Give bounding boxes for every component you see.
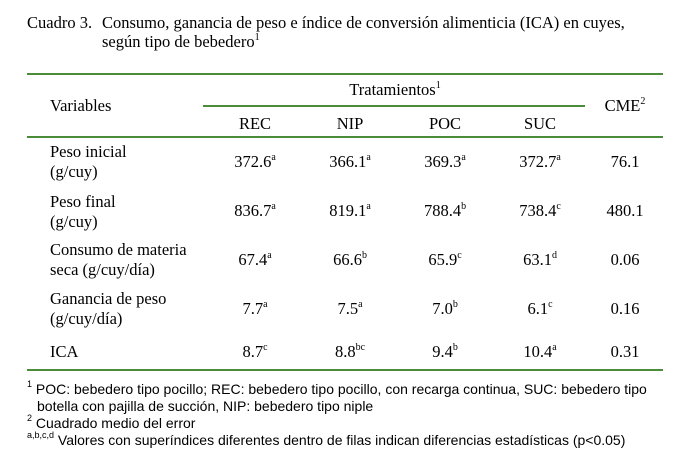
value: 65.9 — [428, 250, 458, 269]
value-sup: a — [366, 200, 371, 212]
table-bottom-rule — [27, 369, 663, 371]
value-sup: a — [267, 249, 272, 261]
footnote-3-marker: a,b,c,d — [27, 430, 55, 441]
row-1-poc — [405, 201, 485, 221]
header-treatment-rec: REC — [238, 114, 272, 133]
value: 738.4 — [519, 201, 557, 220]
row-3-poc — [405, 299, 485, 319]
treatments-rule — [203, 105, 585, 107]
value: 8.8 — [334, 342, 356, 361]
row-2-nip — [310, 250, 390, 270]
value: 67.4 — [238, 250, 268, 269]
footnote-1-line-2: botella con pajilla de succión, NIP: bebedero tipo niple — [37, 398, 374, 414]
row-4-rec — [215, 342, 295, 362]
footnote-1-marker: 1 — [27, 379, 33, 390]
row-0-poc — [405, 152, 485, 172]
header-cme-label: CME — [604, 96, 641, 115]
footnote-2-text: Cuadrado medio del error — [35, 415, 196, 431]
value-sup: a — [358, 298, 363, 310]
caption-footnote-ref: 1 — [254, 31, 260, 43]
row-3-label-line-2: (g/cuy/día) — [50, 309, 123, 328]
table-caption — [27, 13, 677, 51]
footnote-2-marker: 2 — [27, 413, 33, 424]
value-sup: a — [461, 151, 466, 163]
value-sup: bc — [355, 341, 366, 353]
row-1-label-line-2: (g/cuy) — [50, 212, 98, 231]
value-sup: a — [556, 151, 561, 163]
row-1-suc — [500, 201, 580, 221]
value: 10.4 — [523, 342, 553, 361]
row-4-label-line-1: ICA — [50, 342, 79, 361]
value: 7.0 — [432, 299, 453, 318]
row-0-label-line-1: Peso inicial — [50, 142, 127, 161]
row-4-nip — [310, 342, 390, 362]
footnote-3 — [27, 432, 625, 449]
footnote-1-line-1 — [27, 381, 647, 398]
row-2-label-line-1: Consumo de materia — [50, 240, 187, 259]
row-3-rec — [215, 299, 295, 319]
caption-line-2: según tipo de bebedero — [102, 32, 255, 51]
row-3-cme: 0.16 — [610, 299, 640, 318]
value: 63.1 — [523, 250, 552, 269]
row-4-poc — [405, 342, 485, 362]
header-cme-sup: 2 — [640, 95, 646, 107]
value-sup: b — [361, 249, 367, 261]
row-2-label-line-2: seca (g/cuy/día) — [50, 260, 155, 279]
row-0-label-line-2: (g/cuy) — [50, 162, 98, 181]
value-sup: b — [452, 298, 458, 310]
value: 836.7 — [234, 201, 272, 220]
row-1-cme: 480.1 — [606, 201, 644, 220]
row-4-suc — [500, 342, 580, 362]
value: 6.1 — [527, 299, 549, 318]
value-sup: d — [551, 249, 557, 261]
row-2-rec — [215, 250, 295, 270]
value-sup: c — [263, 341, 268, 353]
row-1-rec — [215, 201, 295, 221]
row-0-nip — [310, 152, 390, 172]
value: 819.1 — [329, 201, 367, 220]
value-sup: c — [556, 200, 561, 212]
value: 7.5 — [337, 299, 359, 318]
header-treatment-nip: NIP — [336, 114, 364, 133]
row-2-suc — [500, 250, 580, 270]
footnote-3-text: Valores con superíndices diferentes dentro de filas indican diferencias estadísticas (p<0.05) — [57, 432, 626, 448]
value: 366.1 — [329, 152, 367, 171]
value: 9.4 — [432, 342, 453, 361]
header-treatment-poc: POC — [428, 114, 462, 133]
value-sup: b — [452, 341, 458, 353]
value-sup: a — [366, 151, 371, 163]
row-4-cme: 0.31 — [610, 342, 640, 361]
header-bottom-rule — [27, 136, 663, 138]
value: 372.6 — [234, 152, 272, 171]
row-3-suc — [500, 299, 580, 319]
value-sup: c — [548, 298, 553, 310]
value-sup: a — [271, 200, 276, 212]
value: 8.7 — [242, 342, 264, 361]
value-sup: a — [552, 341, 557, 353]
row-3-label-line-1: Ganancia de peso — [50, 289, 167, 308]
value: 369.3 — [424, 152, 462, 171]
header-tratamientos-sup: 1 — [435, 79, 441, 91]
row-0-suc — [500, 152, 580, 172]
header-treatment-suc: SUC — [523, 114, 557, 133]
row-1-nip — [310, 201, 390, 221]
header-variables: Variables — [50, 96, 112, 115]
header-tratamientos-label: Tratamientos — [349, 80, 436, 99]
value-sup: b — [461, 200, 467, 212]
header-tratamientos — [300, 80, 490, 100]
table-top-rule — [27, 73, 663, 75]
row-2-cme: 0.06 — [610, 250, 640, 269]
value: 372.7 — [519, 152, 557, 171]
caption-line-1: Consumo, ganancia de peso e índice de conversión alimenticia (ICA) en cuyes, — [102, 13, 625, 32]
value: 7.7 — [242, 299, 264, 318]
value-sup: a — [263, 298, 268, 310]
footnote-1-text: POC: bebedero tipo pocillo; REC: bebedero tipo pocillo, con recarga continua, SUC: bebedero tipo — [35, 381, 647, 397]
header-cme — [580, 96, 670, 116]
value-sup: a — [271, 151, 276, 163]
value: 66.6 — [333, 250, 362, 269]
caption-label: Cuadro 3. — [27, 13, 93, 32]
value-sup: c — [457, 249, 462, 261]
row-2-poc — [405, 250, 485, 270]
row-0-rec — [215, 152, 295, 172]
row-3-nip — [310, 299, 390, 319]
row-0-cme: 76.1 — [610, 152, 640, 171]
value: 788.4 — [423, 201, 462, 220]
row-1-label-line-1: Peso final — [50, 192, 116, 211]
